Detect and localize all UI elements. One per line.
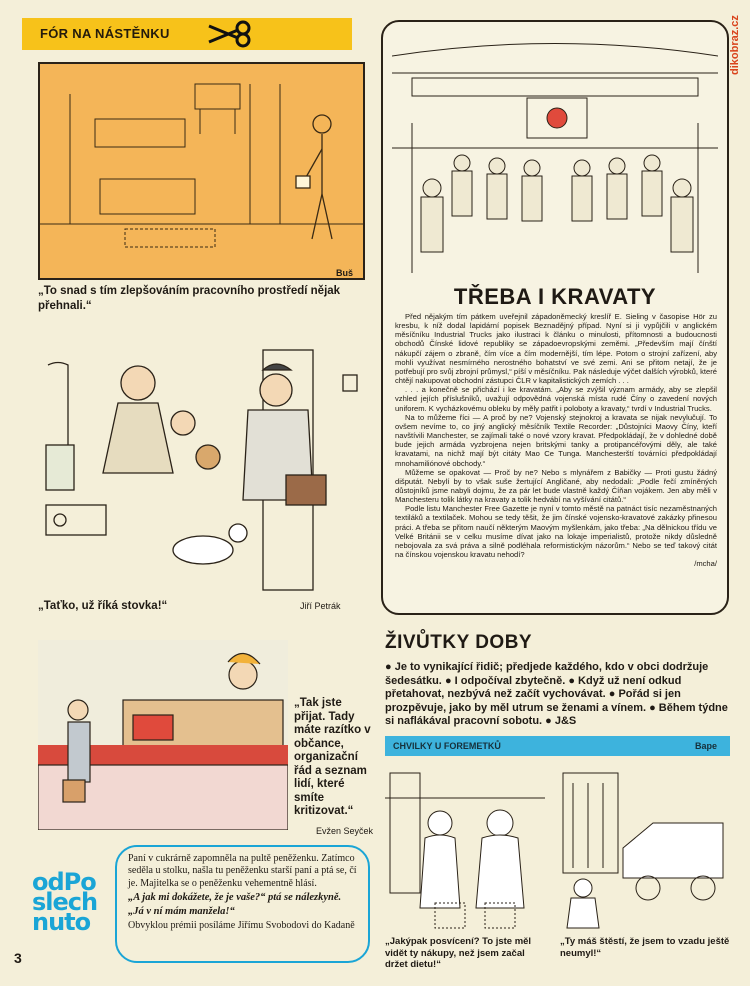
page-number: 3	[14, 950, 22, 966]
zivutky-author: J&S	[554, 715, 577, 728]
bullet-icon: ●	[608, 688, 619, 701]
article-paragraph: Můžeme se opakovat — Proč by ne? Nebo s mlynářem z Babičky — Proti gustu žádný dišputát. Nebylí by to však suše žertující Angličané, aby nedodali: „Podle řečí zmíněných důstojníků jsme nabyli dojmu, že za pár let bude vlastně každý Číňan vojákem. Jen aby měli v Manchesteru tolik látky na kravaty a tolik hedvábí na vyšívání citátů.“	[395, 467, 717, 505]
side-watermark-url: dikobraz.cz	[729, 15, 741, 75]
logo-line: nuto	[32, 908, 91, 936]
bullet-icon: ●	[545, 715, 555, 728]
zivutky-title: ŽIVŮTKY DOBY	[385, 632, 533, 653]
odposlechnuto-p2: Obvyklou prémii posíláme Jiřímu Svobodovi do Kadaně	[128, 920, 355, 932]
chvilky-credit: Bape	[695, 741, 718, 751]
odposlechnuto-quote1: „A jak mi dokážete, že je vaše?“ ptá se nálezkyně.	[128, 891, 342, 903]
zivutky-body	[385, 661, 730, 729]
cartoon2-caption: „Taťko, už říká stovka!“	[38, 600, 168, 612]
cartoon-car-wash	[553, 768, 730, 933]
cartoon-family-doorway	[38, 345, 368, 595]
section-title: FÓR NA NÁSTĚNKU	[40, 26, 170, 41]
article-paragraph: . . . a konečně se přichází i ke kravatám. „Aby se zvýšil význam armády, aby se zlepšil vzhled jejích příslušníků, uvažují odpovědná vojenská místa rudé Číny o zavedení nových uniforem. K vycházkovému obleku by měly patřit i poloboty a kravaty,“ tvrdí v Industrial Trucks.	[395, 385, 717, 413]
article-paragraph: Na to můžeme říci — A proč by ne? Vojenský stejnokroj a kravata se nijak nevylučují. To ovšem nevíme to, co jiný anglický měsíčník Textile Recorder: „Důstojníci Maovy Číny, kteří navštívili Manchester, se zajímali také o nové vzory kravat. Předpokládají, že v dohledné době bude jejich armáda vyzbrojena nejen britskými tanky a protipancéřovými děly, ale také kravatami, na nichž mají být citáty Mao Ce Tunga. Manchesterští továrníci předpokládají mnohamiliónové obchody.“	[395, 412, 717, 468]
article-paragraph: Podle listu Manchester Free Gazette je nyní v tomto městě na patnáct tisíc nezaměstnaných textiláků a textilaček. Mohou se tedy těšit, že jim čínské vojensko-kravatové zakázky přinesou práci. A třeba se přitom naučí některým Maovým myšlenkám, jako třeba: „Na dělnickou třídu ve Velké Británii se v celku musíme dívat jako na lokaje imperialistů, protože nikdy důsledně nebojovala za svá práva a silně podléhala reformistickým názorům.“ Nebo se teď takový citát na čínskou vojenskou kravatu nehodí?	[395, 504, 717, 560]
article-paragraph: Před nějakým tím pátkem uveřejnil západoněmecký kreslíř E. Sieling v časopise Hör zu kresbu, k níž dodal lapidární popisek Beznadějný případ. Nyní si ji vypůjčili v anglickém měsíčníku Industrial Trucks jako ilustraci k článku o minulosti, přítomnosti a budoucnosti obchodů Čínské lidové republiky se západoevropskými zeměmi. „Především mají čínští nákupčí zájem o zbraně, čím více a čím modernější, tím lépe. Potom o strojní zařízení, aby mohli využívat nesmírného nerostného bohatství ve své zemi. Ani se přitom netají, že je potřebují pro svůj zbrojní průmysl,“ píší v měsíčníku. Pak následuje výčet dalších výrobků, které chtějí nakupovat obchodní zástupci ČLR v kapitalistických zemích . . .	[395, 312, 717, 386]
cartoon3-credit: Evžen Seyček	[316, 826, 374, 836]
zivutky-item: Pořád si jen prozpěvuje, jako by měl utrum se ženami a vínem.	[385, 688, 681, 714]
chvilky-title: CHVILKY U FOREMETKŮ	[393, 741, 501, 751]
chvilky-caption-left: „Jakýpak posvícení? To jste měl vidět ty nákupy, než jsem začal držet dietu!“	[385, 936, 532, 970]
chvilky-caption-right: „Ty máš štěstí, že jsem to vzadu ještě neumyl!“	[560, 936, 730, 959]
article-signature: /mcha/	[694, 559, 717, 569]
article-illustration	[392, 38, 718, 273]
zivutky-item: I odpočíval zbytečně.	[454, 674, 566, 687]
scissors-icon	[205, 20, 253, 48]
odposlechnuto-logo	[32, 868, 98, 936]
logo-line: odPo	[32, 868, 96, 896]
bullet-icon: ●	[444, 674, 455, 687]
cartoon1-credit: Buš	[336, 268, 354, 278]
odposlechnuto-text	[128, 853, 360, 935]
bullet-icon: ●	[568, 674, 579, 687]
article-body	[395, 312, 717, 568]
bullet-icon: ●	[649, 701, 659, 714]
cartoon-shopping-bags	[385, 768, 545, 933]
odposlechnuto-quote2: „Já v ní mám manžela!“	[128, 906, 235, 918]
article-title: TŘEBA I KRAVATY	[453, 284, 657, 309]
cartoon-hiring-office	[38, 640, 288, 830]
cartoon3-caption: „Tak jste přijat. Tady máte razítko v občance, organizační řád a seznam lidí, které smíte kritizovat.“	[294, 697, 371, 817]
zivutky-item: Během týdne si naflákával pracovní sobotu.	[385, 701, 728, 728]
bullet-icon: ●	[385, 661, 395, 673]
cartoon2-credit: Jiří Petrák	[300, 601, 341, 611]
odposlechnuto-p1: Paní v cukrárně zapomněla na pultě peněženku. Zatímco seděla u stolku, našla tu peněženku starší paní a ptá se, čí je. Majitelka se o peněženku vehementně hlásí.	[128, 853, 357, 889]
logo-line: slech	[32, 888, 98, 916]
zivutky-item: Když už není odkud přetahovat, nezbývá než začít vychovávat.	[385, 674, 682, 701]
cartoon-office-living-room	[38, 62, 365, 280]
zivutky-item: Je to vynikající řidič; předjede každého, kdo v obci dodržuje šedesátku.	[385, 661, 709, 687]
cartoon1-caption: „To snad s tím zlepšováním pracovního prostředí nějak přehnali.“	[38, 285, 341, 312]
